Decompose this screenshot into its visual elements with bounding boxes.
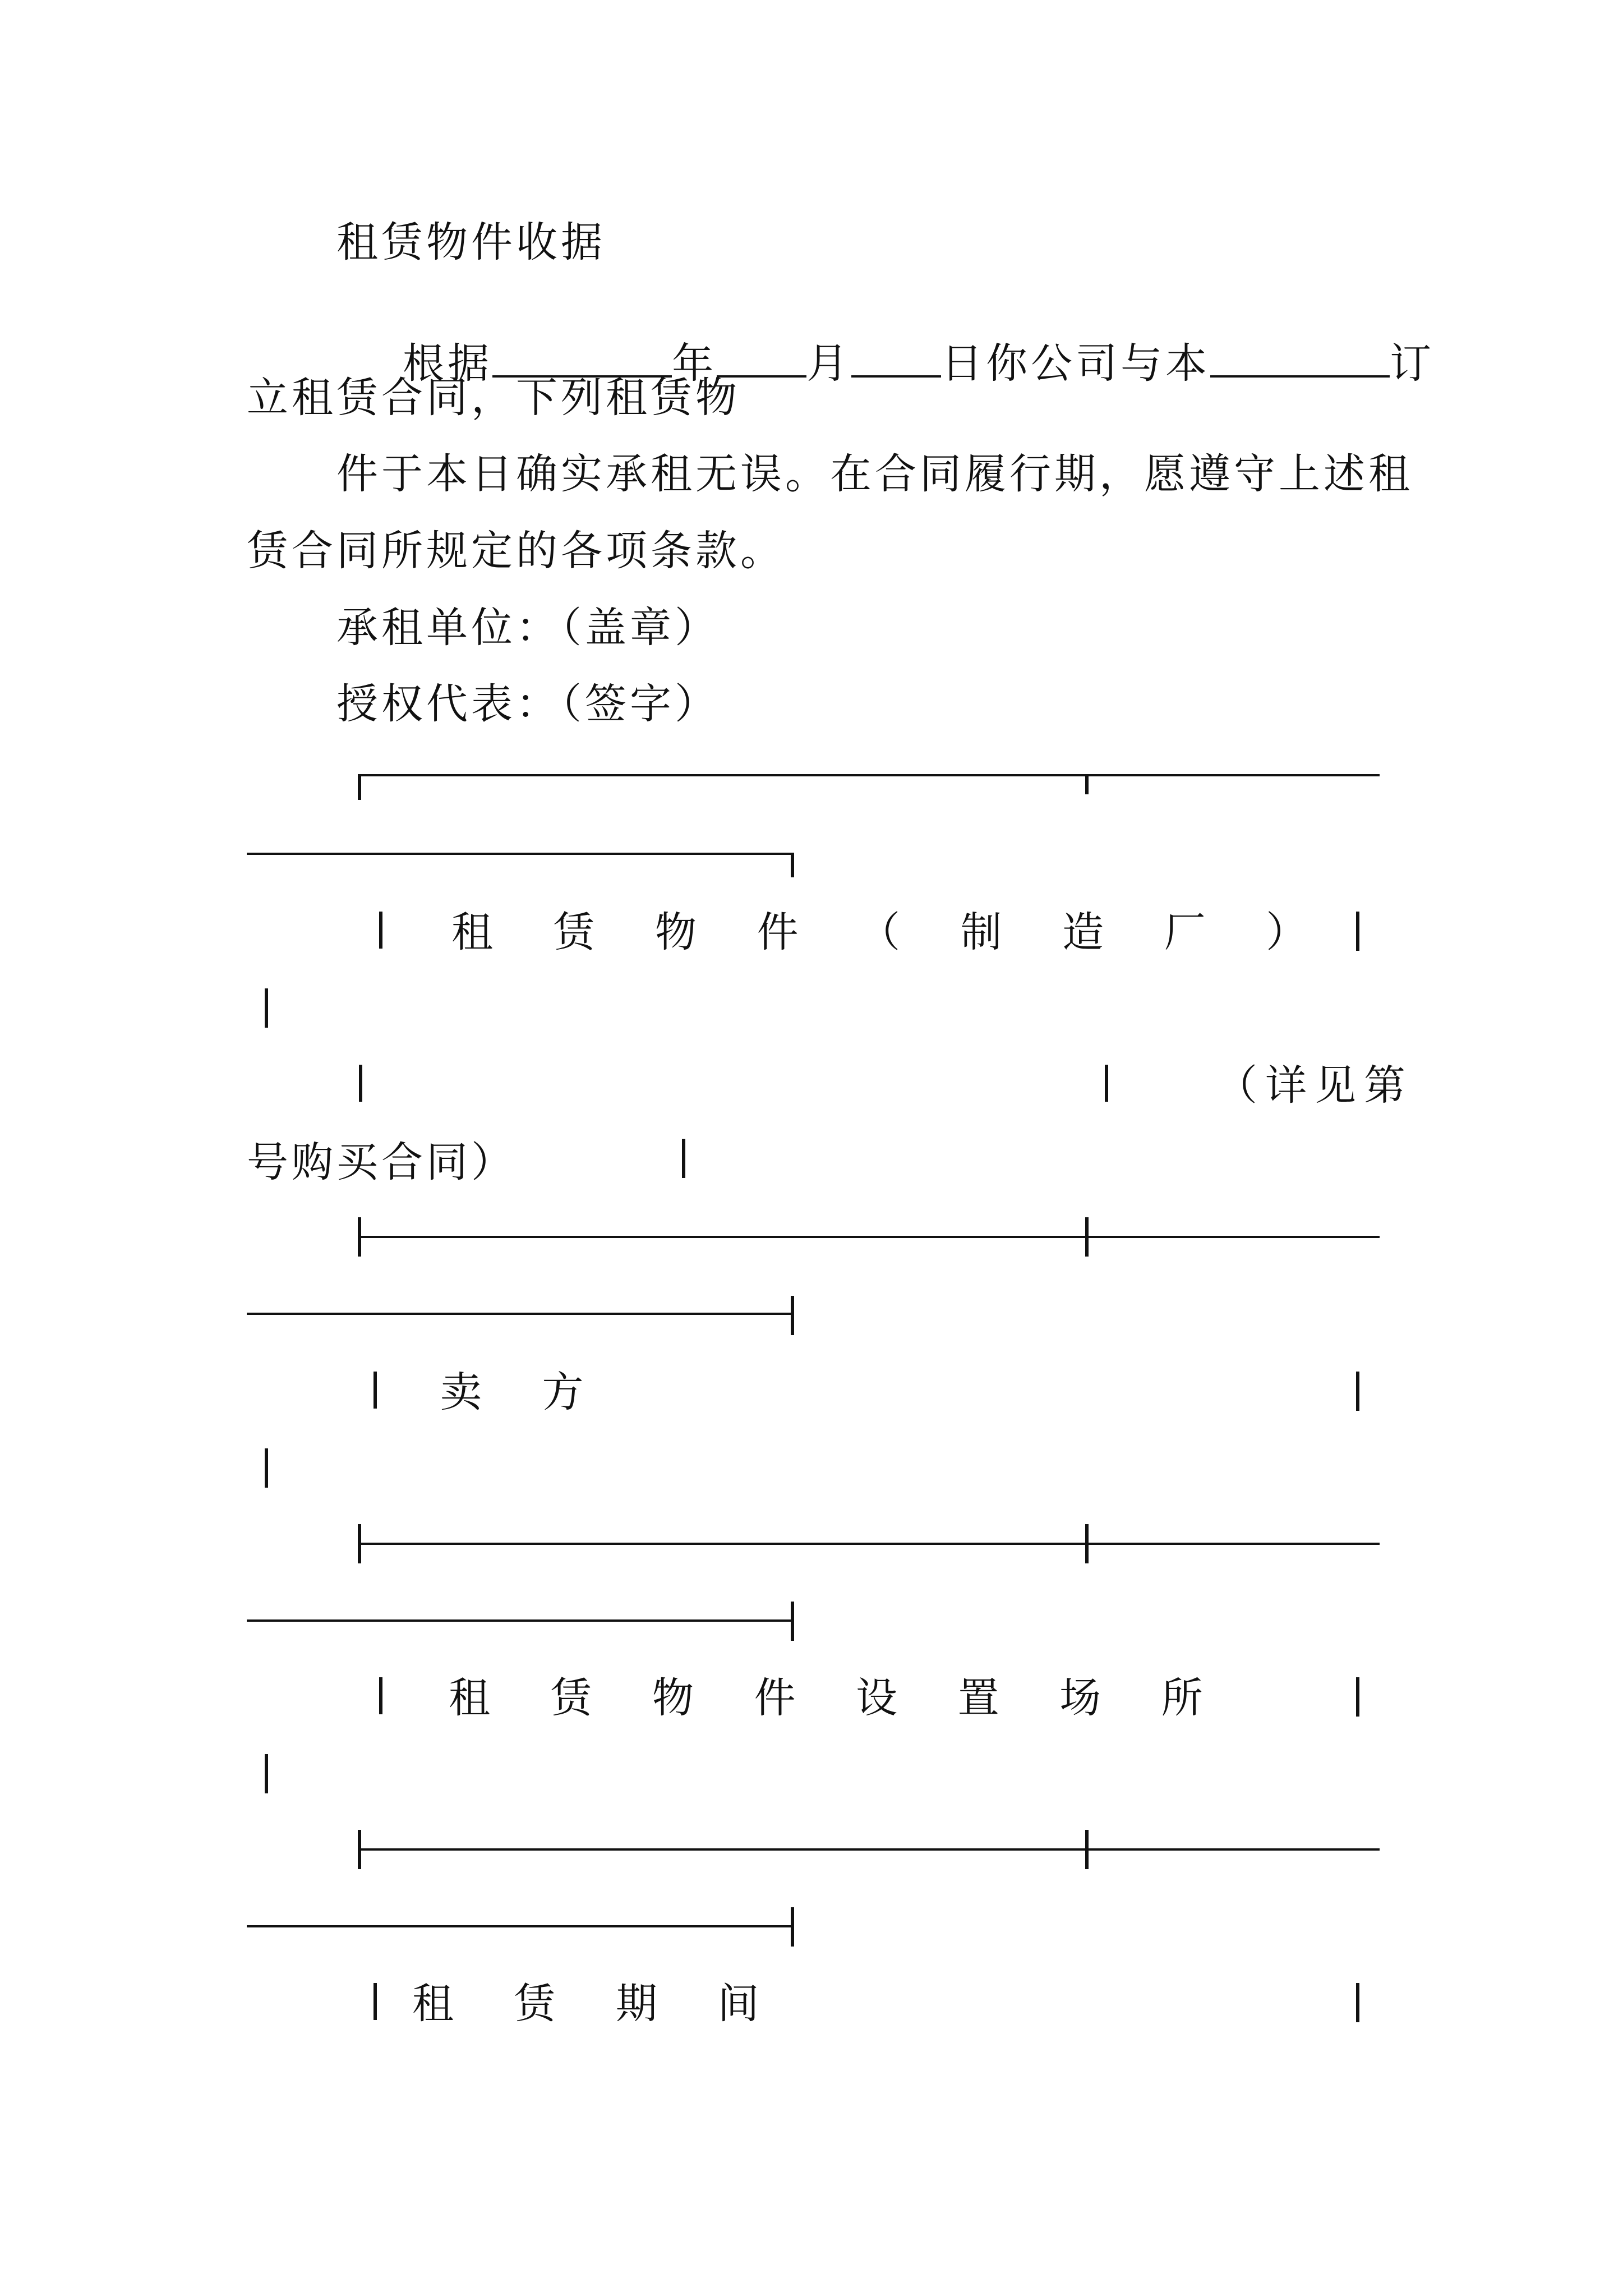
table-border-top-a <box>359 774 1380 776</box>
table-sep-3b <box>247 1925 794 1927</box>
table-sep-3a <box>359 1848 1380 1851</box>
blank-month <box>717 342 806 378</box>
row-item-bar-wrap <box>265 988 268 1028</box>
table-corner-tr <box>791 853 794 877</box>
table-sep-2-mid <box>1085 1524 1089 1563</box>
intro-word-sign: 订 <box>1390 339 1435 388</box>
document-title: 租赁物件收据 <box>336 218 606 266</box>
authorized-representative: 授权代表：（签字） <box>336 680 720 728</box>
row-item-note-a: （详见第 <box>1216 1061 1413 1110</box>
row-period-bar-left <box>374 1983 377 2020</box>
table-sep-3-left <box>358 1830 361 1869</box>
row-location-bar-left <box>379 1677 382 1714</box>
table-sep-1-mid <box>1085 1217 1089 1257</box>
row-seller-bar-wrap <box>265 1448 268 1488</box>
row-seller-label: 卖 方 <box>440 1368 607 1416</box>
blank-party <box>492 342 672 378</box>
table-sep-3-right <box>791 1907 794 1947</box>
intro-line-2: 立租赁合同，下列租赁物 <box>247 374 740 422</box>
row-period-label: 租 赁 期 间 <box>412 1980 783 2028</box>
intro-word-month: 月 <box>806 339 852 388</box>
row-item-label: 租 赁 物 件 （ 制 造 厂 ） <box>451 908 1331 956</box>
row-item-bar-right <box>1356 912 1359 951</box>
table-sep-2a <box>359 1543 1380 1545</box>
table-corner-tl <box>358 774 361 800</box>
lessee-unit: 承租单位：（盖章） <box>336 604 720 652</box>
row-location-bar-right <box>1356 1677 1359 1717</box>
table-sep-1-right <box>791 1296 794 1335</box>
blank-day <box>851 342 941 378</box>
table-sep-1-left <box>358 1217 361 1257</box>
table-tick-top <box>1085 774 1089 794</box>
intro-word-day: 日你公司与本 <box>941 339 1211 388</box>
para2-line-1: 件于本日确实承租无误。在合同履行期，愿遵守上述租 <box>336 450 1413 498</box>
table-sep-1b <box>247 1313 794 1315</box>
row-note-bar-left <box>359 1065 362 1102</box>
row-location-bar-wrap <box>265 1754 268 1793</box>
intro-word-1: 根据 <box>403 339 493 388</box>
row-note-bar-mid <box>1105 1065 1108 1102</box>
row-seller-bar-left <box>374 1372 377 1409</box>
table-sep-1a <box>359 1236 1380 1238</box>
table-sep-2-left <box>358 1524 361 1563</box>
table-sep-3-mid <box>1085 1830 1089 1869</box>
table-sep-2-right <box>791 1602 794 1641</box>
row-period-bar-right <box>1356 1983 1359 2022</box>
blank-company <box>1210 342 1390 378</box>
row-item-bar-left <box>379 912 382 949</box>
intro-word-year: 年 <box>672 339 717 388</box>
row-location-label: 租 赁 物 件 设 置 场 所 <box>449 1674 1227 1722</box>
row-item-note-b: 号购买合同） <box>247 1138 516 1186</box>
row-note-bar-right <box>682 1139 685 1178</box>
row-seller-bar-right <box>1356 1372 1359 1411</box>
table-border-top-b <box>247 853 794 855</box>
table-sep-2b <box>247 1619 794 1622</box>
para2-line-2: 赁合同所规定的各项条款。 <box>247 527 785 575</box>
